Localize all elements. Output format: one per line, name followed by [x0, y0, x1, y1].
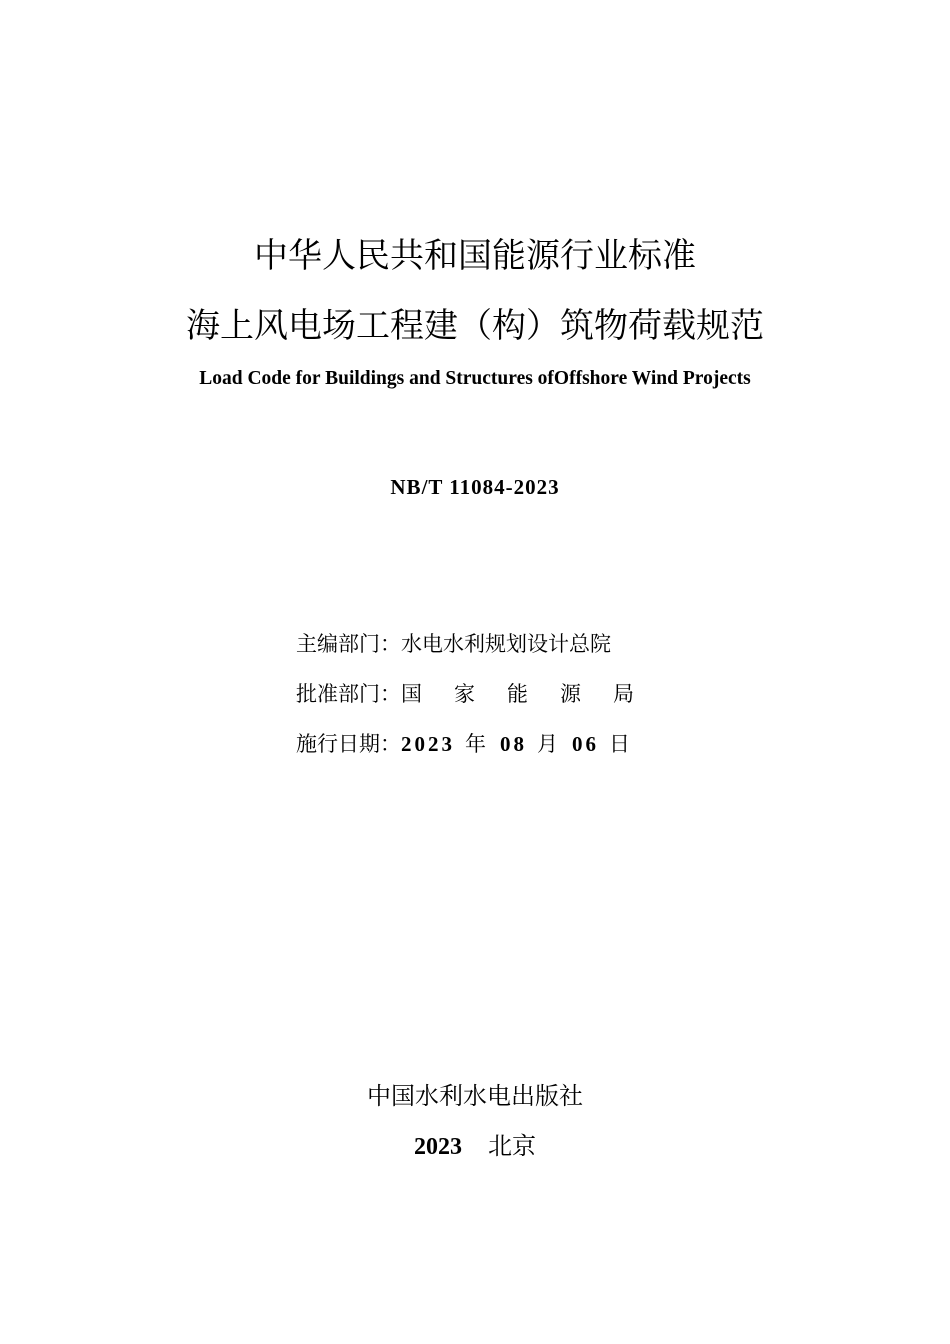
- approver-char: 源: [560, 682, 581, 706]
- effective-date-value: [401, 728, 644, 758]
- publisher-name: 中国水利水电出版社: [367, 1082, 583, 1110]
- standard-category-title: 中华人民共和国能源行业标准: [254, 236, 696, 276]
- document-title-english: Load Code for Buildings and Structures ofOffshore Wind Projects: [199, 368, 751, 389]
- effective-date-row: [296, 718, 716, 768]
- approver-row: [296, 668, 716, 718]
- publication-line: [0, 1126, 950, 1161]
- date-day-unit: 日: [609, 732, 630, 756]
- editor-value: 水电水利规划设计总院: [401, 632, 611, 656]
- date-month-unit: 月: [537, 732, 558, 756]
- date-month: 08: [500, 732, 527, 756]
- publication-city: 北京: [488, 1132, 536, 1160]
- approver-char: 国: [401, 682, 422, 706]
- document-title-chinese: 海上风电场工程建（构）筑物荷载规范: [186, 306, 764, 346]
- effective-date-label: 施行日期：: [296, 732, 401, 756]
- approver-char: 能: [507, 682, 528, 706]
- date-year: 2023: [401, 732, 455, 756]
- approver-char: 家: [454, 682, 475, 706]
- publication-year: 2023: [414, 1134, 462, 1160]
- approver-label: 批准部门：: [296, 682, 401, 706]
- issuance-info: [296, 618, 716, 768]
- approver-char: 局: [613, 682, 634, 706]
- date-year-unit: 年: [465, 732, 486, 756]
- editor-row: [296, 618, 716, 668]
- approver-value: [401, 678, 634, 708]
- editor-label: 主编部门：: [296, 632, 401, 656]
- date-day: 06: [572, 732, 599, 756]
- standard-code: NB/T 11084-2023: [390, 475, 560, 499]
